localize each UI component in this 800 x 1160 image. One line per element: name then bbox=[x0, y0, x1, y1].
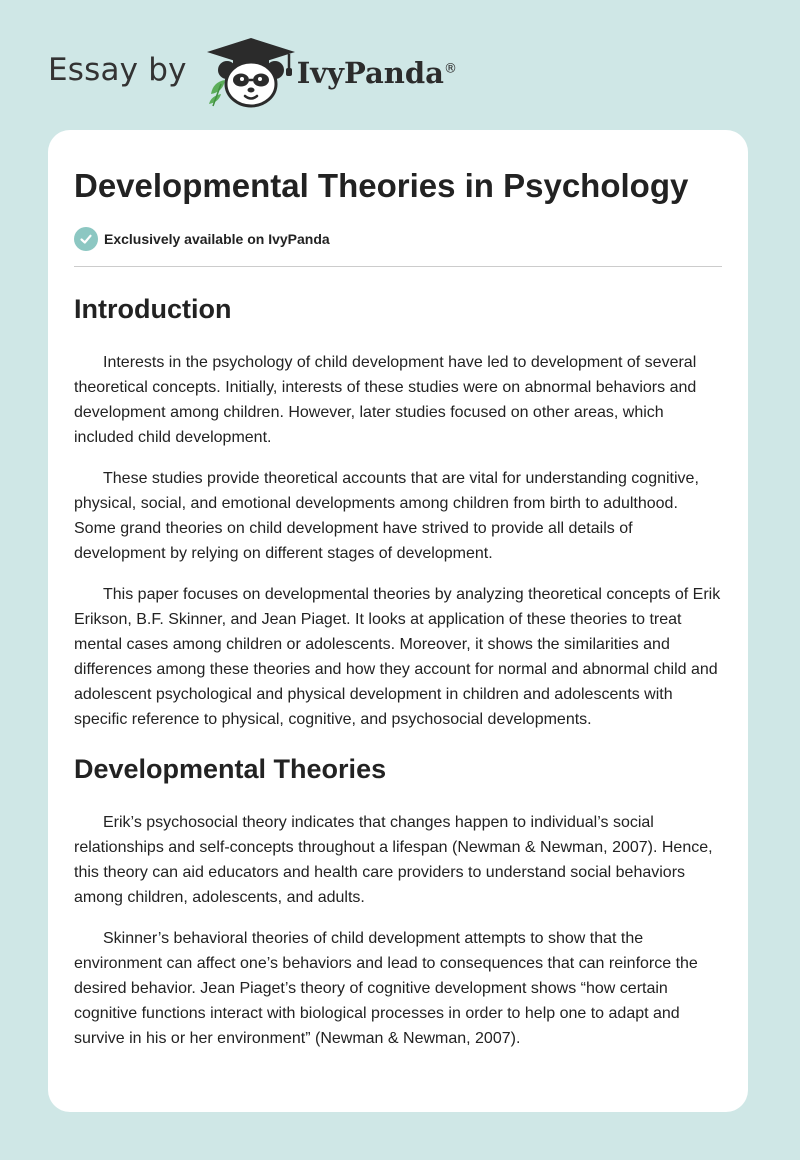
paragraph: Skinner’s behavioral theories of child development attempts to show that the environment can affect one’s behaviors and lead to consequences that can reinforce the desired behavior. Jean Piaget’s theory of cognitive development shows “how certain cognitive functions interact with biological processes in order to help one to adapt and survive in his or her environment” (Newman & Newman, 2007). bbox=[74, 930, 698, 1047]
panda-graduate-icon[interactable] bbox=[205, 36, 297, 108]
check-circle-icon bbox=[74, 227, 98, 251]
exclusive-badge bbox=[74, 226, 722, 252]
registered-mark: ® bbox=[443, 61, 457, 77]
essay-by-label: Essay by bbox=[48, 52, 187, 88]
page-title: Developmental Theories in Psychology bbox=[74, 167, 689, 204]
brand-logo-text[interactable]: IvyPanda® bbox=[296, 56, 457, 90]
site-header bbox=[48, 36, 457, 108]
essay-card bbox=[48, 130, 748, 1112]
paragraph: Erik’s psychosocial theory indicates that changes happen to individual’s social relationships and self-concepts throughout a lifespan (Newman & Newman, 2007). Hence, this theory can aid educators and health care providers to understand social behaviors among children, adolescents, and adults. bbox=[74, 814, 713, 906]
divider bbox=[74, 266, 722, 267]
section-heading-introduction: Introduction bbox=[74, 294, 232, 324]
badge-text: Exclusively available on IvyPanda bbox=[104, 231, 330, 247]
paragraph: Interests in the psychology of child development have led to development of several theoretical concepts. Initially, interests of these studies were on abnormal behaviors and development among children. However, later studies focused on other areas, which included child development. bbox=[74, 354, 697, 446]
paragraph: This paper focuses on developmental theories by analyzing theoretical concepts of Erik Erikson, B.F. Skinner, and Jean Piaget. It looks at application of these theories to treat mental cases among children or adolescents. Moreover, it shows the similarities and differences among these theories and how they account for normal and abnormal child and adolescent psychological and physical development in children and adolescents with specific reference to physical, cognitive, and psychosocial developments. bbox=[74, 586, 721, 728]
section-heading-developmental-theories: Developmental Theories bbox=[74, 754, 387, 784]
paragraph: These studies provide theoretical accounts that are vital for understanding cognitive, physical, social, and emotional developments among children from birth to adulthood. Some grand theories on child development have strived to provide all details of development by relying on different stages of development. bbox=[74, 470, 699, 562]
